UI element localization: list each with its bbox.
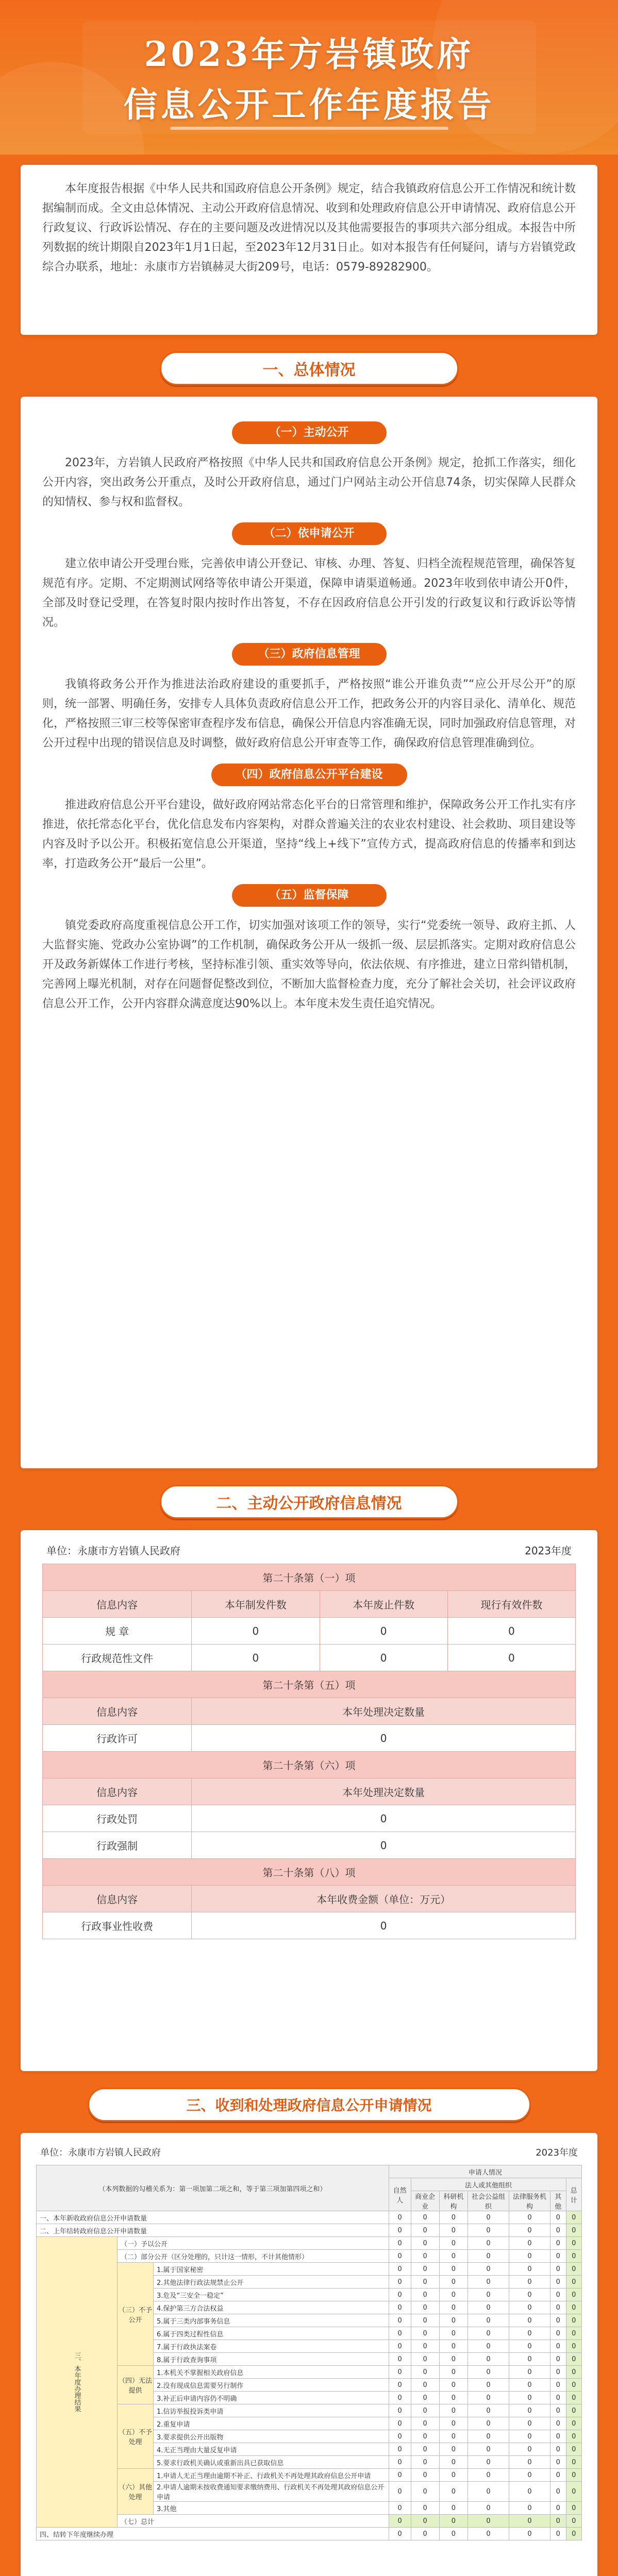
column-header: 本年收费金额（单位：万元） xyxy=(192,1886,576,1912)
table-cell: 0 xyxy=(550,2250,566,2263)
table-cell: 0 xyxy=(439,2417,467,2430)
table-cell: 0 xyxy=(467,2443,509,2456)
table-cell: 0 xyxy=(550,2404,566,2417)
table-cell: 0 xyxy=(439,2289,467,2301)
table-cell: 0 xyxy=(439,2469,467,2482)
table-cell: 0 xyxy=(439,2340,467,2353)
unit-label: 单位：永康市方岩镇人民政府 xyxy=(40,2147,161,2158)
table-cell: 0 xyxy=(566,2211,581,2224)
table-cell: 0 xyxy=(566,2392,581,2404)
application-table xyxy=(36,2165,582,2540)
table-cell: 0 xyxy=(467,2515,509,2528)
table-cell: 0 xyxy=(192,1805,576,1832)
table-row xyxy=(37,2404,582,2417)
table-cell: 0 xyxy=(439,2237,467,2250)
intro-panel xyxy=(21,165,597,335)
table-cell: 0 xyxy=(389,2456,411,2469)
info-management-text: 我镇将政务公开作为推进法治政府建设的重要抓手，严格按照“谁公开谁负责”“应公开尽公开”的原则，统一部署、明确任务，安排专人具体负责政府信息公开工作，把政务公开的内容目录化、清单化、规范化，严格按照三审三校等保密审查程序发布信息，确保公开信息内容准确无误，同时加强政府信息管理，对公开过程中出现的错误信息及时调整，做好政府信息公开审查等工作，确保政府信息管理准确到位。 xyxy=(42,678,576,750)
table-cell: 0 xyxy=(467,2211,509,2224)
section3-title: 三、收到和处理政府信息公开申请情况 xyxy=(88,2088,531,2122)
table-corner-note: （本列数据的勾稽关系为：第一项加第二项之和，等于第三项加第四项之和） xyxy=(37,2165,389,2211)
table-cell: 0 xyxy=(509,2443,550,2456)
table-cell: 0 xyxy=(550,2276,566,2289)
table-row xyxy=(37,2515,582,2528)
table-cell: 0 xyxy=(411,2211,439,2224)
table-cell: 0 xyxy=(550,2289,566,2301)
table-row xyxy=(37,2237,582,2250)
table-cell: 0 xyxy=(439,2404,467,2417)
table-cell: 0 xyxy=(447,1618,575,1645)
table-cell: 0 xyxy=(467,2314,509,2327)
row-label: （二）部分公开（区分处理的，只计这一情形，不计其他情形） xyxy=(118,2250,389,2263)
table-cell: 0 xyxy=(411,2443,439,2456)
row-subgroup-label: （四）无法提供 xyxy=(118,2366,154,2404)
table-cell: 0 xyxy=(411,2340,439,2353)
row-label: 1.属于国家秘密 xyxy=(154,2263,389,2276)
table-cell: 0 xyxy=(566,2417,581,2430)
table-cell: 0 xyxy=(550,2340,566,2353)
platform-text: 推进政府信息公开平台建设，做好政府网站常态化平台的日常管理和维护，保障政务公开工作扎实有序推进，依托常态化平台，优化信息发布内容架构，对群众普遍关注的农业农村建设、社会救助、项目建设等内容及时予以公开。积极拓宽信息公开渠道，坚持“线上+线下”宣传方式，提高政府信息的传播率和到达率，打造政务公开“最后一公里”。 xyxy=(42,799,576,870)
table-cell: 0 xyxy=(389,2417,411,2430)
row-subgroup-label: （五）不予处理 xyxy=(118,2404,154,2469)
row-label: 3.其他 xyxy=(154,2502,389,2515)
subheading-active-disclosure: （一）主动公开 xyxy=(232,421,387,444)
row-label: （一）予以公开 xyxy=(118,2237,389,2250)
row-label: 行政处罚 xyxy=(43,1805,192,1832)
table-cell: 0 xyxy=(509,2469,550,2482)
subheading-info-management: （三）政府信息管理 xyxy=(232,643,387,666)
table-cell: 0 xyxy=(509,2340,550,2353)
table-cell: 0 xyxy=(439,2430,467,2443)
table-cell: 0 xyxy=(566,2482,581,2502)
table-cell: 0 xyxy=(550,2515,566,2528)
row-label: 8.属于行政查询事项 xyxy=(154,2353,389,2366)
table-cell: 0 xyxy=(439,2301,467,2314)
table-cell: 0 xyxy=(566,2301,581,2314)
report-title-line1: 2023年方岩镇政府 xyxy=(144,34,474,74)
column-header: 本年废止件数 xyxy=(320,1591,447,1618)
table-cell: 0 xyxy=(411,2289,439,2301)
column-header: 商业企业 xyxy=(411,2191,439,2211)
table-cell: 0 xyxy=(467,2353,509,2366)
table-cell: 0 xyxy=(467,2404,509,2417)
table-cell: 0 xyxy=(411,2237,439,2250)
table-meta xyxy=(36,2145,582,2165)
table-cell: 0 xyxy=(411,2379,439,2392)
table-cell: 0 xyxy=(509,2263,550,2276)
row-label: 一、本年新收政府信息公开申请数量 xyxy=(37,2211,389,2224)
table-cell: 0 xyxy=(550,2301,566,2314)
table-cell: 0 xyxy=(467,2263,509,2276)
table-cell: 0 xyxy=(389,2340,411,2353)
table-cell: 0 xyxy=(389,2289,411,2301)
table-cell: 0 xyxy=(389,2482,411,2502)
table-cell: 0 xyxy=(550,2379,566,2392)
table-cell: 0 xyxy=(467,2301,509,2314)
table-cell: 0 xyxy=(411,2469,439,2482)
table-cell: 0 xyxy=(550,2224,566,2237)
table-cell: 0 xyxy=(566,2456,581,2469)
table-cell: 0 xyxy=(389,2528,411,2540)
table-cell: 0 xyxy=(509,2289,550,2301)
year-label: 2023年度 xyxy=(536,2147,578,2158)
table-cell: 0 xyxy=(411,2502,439,2515)
table-cell: 0 xyxy=(439,2528,467,2540)
table-cell: 0 xyxy=(550,2456,566,2469)
column-header: 法人或其他组织 xyxy=(411,2178,566,2191)
table-cell: 0 xyxy=(566,2404,581,2417)
table-cell: 0 xyxy=(439,2443,467,2456)
table-cell: 0 xyxy=(439,2353,467,2366)
table-cell: 0 xyxy=(509,2314,550,2327)
table-cell: 0 xyxy=(439,2456,467,2469)
table-cell: 0 xyxy=(509,2482,550,2502)
table-cell: 0 xyxy=(467,2327,509,2340)
table-cell: 0 xyxy=(467,2469,509,2482)
row-label: 行政强制 xyxy=(43,1832,192,1859)
column-header: 信息内容 xyxy=(43,1591,192,1618)
table-cell: 0 xyxy=(389,2379,411,2392)
table-cell: 0 xyxy=(411,2417,439,2430)
table-cell: 0 xyxy=(389,2224,411,2237)
table-cell: 0 xyxy=(550,2366,566,2379)
table-cell: 0 xyxy=(509,2301,550,2314)
table-cell: 0 xyxy=(389,2327,411,2340)
table-cell: 0 xyxy=(566,2314,581,2327)
report-title-line2: 信息公开工作年度报告 xyxy=(123,84,495,125)
table-cell: 0 xyxy=(411,2250,439,2263)
table-section-header: 第二十条第（六）项 xyxy=(43,1752,576,1778)
row-label: 7.属于行政执法案卷 xyxy=(154,2340,389,2353)
column-header: 本年处理决定数量 xyxy=(192,1778,576,1805)
table-cell: 0 xyxy=(509,2379,550,2392)
table-cell: 0 xyxy=(550,2327,566,2340)
table-cell: 0 xyxy=(509,2224,550,2237)
unit-label: 单位：永康市方岩镇人民政府 xyxy=(46,1545,180,1557)
table-cell: 0 xyxy=(192,1912,576,1939)
table-cell: 0 xyxy=(467,2289,509,2301)
section1-panel xyxy=(21,397,597,1468)
table-meta xyxy=(42,1543,576,1564)
row-label: 规 章 xyxy=(43,1618,192,1645)
intro-text: 本年度报告根据《中华人民共和国政府信息公开条例》规定，结合我镇政府信息公开工作情况和统计数据编制而成。全文由总体情况、主动公开政府信息情况、收到和处理政府信息公开申请情况、政府信息公开行政复议、行政诉讼情况、存在的主要问题及改进情况以及其他需要报告的事项共六部分组成。本报告中所列数据的统计期限自2023年1月1日起，至2023年12月31日止。如对本报告有任何疑问，请与方岩镇党政综合办联系，地址：永康市方岩镇赫灵大街209号，电话：0579-89282900。 xyxy=(42,182,576,274)
table-cell: 0 xyxy=(550,2211,566,2224)
table-cell: 0 xyxy=(550,2392,566,2404)
table-cell: 0 xyxy=(566,2443,581,2456)
table-cell: 0 xyxy=(411,2456,439,2469)
table-cell: 0 xyxy=(509,2211,550,2224)
table-cell: 0 xyxy=(192,1645,320,1671)
table-cell: 0 xyxy=(389,2430,411,2443)
table-cell: 0 xyxy=(389,2211,411,2224)
section3-banner xyxy=(0,2082,618,2127)
table-cell: 0 xyxy=(566,2327,581,2340)
row-label: 1.申请人无正当理由逾期不补正、行政机关不再处理其政府信息公开申请 xyxy=(154,2469,389,2482)
table-cell: 0 xyxy=(320,1618,447,1645)
row-label: 2.没有现成信息需要另行制作 xyxy=(154,2379,389,2392)
section3-panel xyxy=(21,2133,597,2576)
on-request-text: 建立依申请公开受理台账，完善依申请公开登记、审核、办理、答复、归档全流程规范管理，确保答复规范有序。定期、不定期测试网络等依申请公开渠道，保障申请渠道畅通。2023年收到依申请公开0件，全部及时登记受理，在答复时限内按时作出答复，不存在因政府信息公开引发的行政复议和行政诉讼等情况。 xyxy=(42,557,576,629)
table-cell: 0 xyxy=(509,2276,550,2289)
section1-title: 一、总体情况 xyxy=(160,351,459,385)
subheading-platform: （四）政府信息公开平台建设 xyxy=(211,764,407,786)
table-cell: 0 xyxy=(411,2301,439,2314)
table-cell: 0 xyxy=(389,2237,411,2250)
column-header: 信息内容 xyxy=(43,1778,192,1805)
table-cell: 0 xyxy=(411,2263,439,2276)
table-row xyxy=(37,2366,582,2379)
table-cell: 0 xyxy=(439,2502,467,2515)
row-label: 3.补正后申请内容仍不明确 xyxy=(154,2392,389,2404)
table-cell: 0 xyxy=(411,2515,439,2528)
table-cell: 0 xyxy=(550,2528,566,2540)
table-section-header: 第二十条第（八）项 xyxy=(43,1859,576,1886)
table-cell: 0 xyxy=(389,2443,411,2456)
table-cell: 0 xyxy=(566,2366,581,2379)
table-cell: 0 xyxy=(447,1645,575,1671)
row-label: 2.重复申请 xyxy=(154,2417,389,2430)
row-label: 2.其他法律行政法规禁止公开 xyxy=(154,2276,389,2289)
table-cell: 0 xyxy=(439,2327,467,2340)
row-label: （七）总计 xyxy=(118,2515,389,2528)
table-cell: 0 xyxy=(467,2430,509,2443)
table-cell: 0 xyxy=(509,2515,550,2528)
row-group-label: 三、本年度办理结果 xyxy=(37,2237,118,2528)
table-cell: 0 xyxy=(389,2515,411,2528)
table-cell: 0 xyxy=(389,2276,411,2289)
table-cell: 0 xyxy=(550,2482,566,2502)
table-cell: 0 xyxy=(509,2237,550,2250)
table-cell: 0 xyxy=(411,2366,439,2379)
report-header xyxy=(0,0,618,155)
table-cell: 0 xyxy=(467,2379,509,2392)
row-label: 5.属于三类内部事务信息 xyxy=(154,2314,389,2327)
active-disclosure-table xyxy=(42,1564,576,1939)
column-header: 自然人 xyxy=(389,2178,411,2211)
table-cell: 0 xyxy=(550,2263,566,2276)
table-cell: 0 xyxy=(509,2430,550,2443)
table-cell: 0 xyxy=(439,2263,467,2276)
table-cell: 0 xyxy=(389,2314,411,2327)
table-cell: 0 xyxy=(550,2314,566,2327)
table-cell: 0 xyxy=(550,2443,566,2456)
table-cell: 0 xyxy=(566,2502,581,2515)
row-label: 5.要求行政机关确认或重新出具已获取信息 xyxy=(154,2456,389,2469)
column-header: 社会公益组织 xyxy=(467,2191,509,2211)
column-header: 现行有效件数 xyxy=(447,1591,575,1618)
row-label: 四、结转下年度继续办理 xyxy=(37,2528,389,2540)
table-cell: 0 xyxy=(550,2353,566,2366)
table-cell: 0 xyxy=(411,2528,439,2540)
row-subgroup-label: （六）其他处理 xyxy=(118,2469,154,2515)
table-cell: 0 xyxy=(439,2392,467,2404)
table-section-header: 第二十条第（五）项 xyxy=(43,1671,576,1698)
table-cell: 0 xyxy=(566,2276,581,2289)
table-cell: 0 xyxy=(509,2353,550,2366)
table-cell: 0 xyxy=(411,2327,439,2340)
table-row xyxy=(37,2224,582,2237)
table-cell: 0 xyxy=(509,2327,550,2340)
table-cell: 0 xyxy=(411,2353,439,2366)
row-label: 二、上年结转政府信息公开申请数量 xyxy=(37,2224,389,2237)
section2-panel xyxy=(21,1530,597,2071)
table-cell: 0 xyxy=(192,1618,320,1645)
table-cell: 0 xyxy=(566,2528,581,2540)
table-cell: 0 xyxy=(467,2502,509,2515)
table-cell: 0 xyxy=(566,2353,581,2366)
table-cell: 0 xyxy=(509,2528,550,2540)
table-row xyxy=(37,2211,582,2224)
table-cell: 0 xyxy=(389,2392,411,2404)
column-header: 其他 xyxy=(550,2191,566,2211)
table-cell: 0 xyxy=(439,2366,467,2379)
table-cell: 0 xyxy=(192,1725,576,1752)
table-cell: 0 xyxy=(411,2392,439,2404)
column-header: 本年处理决定数量 xyxy=(192,1698,576,1725)
table-cell: 0 xyxy=(509,2366,550,2379)
subheading-supervision: （五）监督保障 xyxy=(232,884,387,907)
row-label: 行政规范性文件 xyxy=(43,1645,192,1671)
table-cell: 0 xyxy=(509,2250,550,2263)
table-cell: 0 xyxy=(550,2237,566,2250)
table-section-header: 第二十条第（一）项 xyxy=(43,1564,576,1591)
table-row xyxy=(37,2528,582,2540)
subheading-on-request: （二）依申请公开 xyxy=(232,522,387,545)
table-cell: 0 xyxy=(411,2430,439,2443)
row-label: 4.保护第三方合法权益 xyxy=(154,2301,389,2314)
table-cell: 0 xyxy=(509,2456,550,2469)
table-cell: 0 xyxy=(411,2482,439,2502)
table-cell: 0 xyxy=(566,2237,581,2250)
title-underline xyxy=(170,127,448,130)
table-cell: 0 xyxy=(389,2301,411,2314)
row-label: 行政许可 xyxy=(43,1725,192,1752)
table-cell: 0 xyxy=(439,2211,467,2224)
table-cell: 0 xyxy=(566,2224,581,2237)
table-cell: 0 xyxy=(389,2366,411,2379)
table-cell: 0 xyxy=(467,2366,509,2379)
table-cell: 0 xyxy=(550,2430,566,2443)
table-cell: 0 xyxy=(467,2417,509,2430)
table-cell: 0 xyxy=(467,2392,509,2404)
table-cell: 0 xyxy=(550,2417,566,2430)
table-cell: 0 xyxy=(389,2353,411,2366)
table-cell: 0 xyxy=(411,2404,439,2417)
table-cell: 0 xyxy=(439,2250,467,2263)
table-cell: 0 xyxy=(509,2502,550,2515)
table-cell: 0 xyxy=(439,2276,467,2289)
table-cell: 0 xyxy=(389,2502,411,2515)
table-cell: 0 xyxy=(467,2340,509,2353)
table-cell: 0 xyxy=(467,2456,509,2469)
table-row xyxy=(37,2250,582,2263)
table-cell: 0 xyxy=(389,2469,411,2482)
table-cell: 0 xyxy=(566,2340,581,2353)
year-label: 2023年度 xyxy=(525,1545,572,1557)
row-label: 4.无正当理由大量反复申请 xyxy=(154,2443,389,2456)
table-cell: 0 xyxy=(439,2314,467,2327)
column-header: 信息内容 xyxy=(43,1886,192,1912)
active-disclosure-text: 2023年，方岩镇人民政府严格按照《中华人民共和国政府信息公开条例》规定，抢抓工作落实，细化公开内容，突出政务公开重点，及时公开政府信息，通过门户网站主动公开信息74条，切实保障人民群众的知情权、参与权和监督权。 xyxy=(42,456,576,509)
table-cell: 0 xyxy=(467,2276,509,2289)
column-header: 本年制发件数 xyxy=(192,1591,320,1618)
table-cell: 0 xyxy=(389,2250,411,2263)
table-cell: 0 xyxy=(439,2482,467,2502)
table-cell: 0 xyxy=(389,2263,411,2276)
row-label: 行政事业性收费 xyxy=(43,1912,192,1939)
column-header: 总计 xyxy=(566,2178,581,2211)
table-cell: 0 xyxy=(566,2515,581,2528)
table-cell: 0 xyxy=(320,1645,447,1671)
table-cell: 0 xyxy=(411,2276,439,2289)
column-header: 法律服务机构 xyxy=(509,2191,550,2211)
table-row xyxy=(37,2469,582,2482)
table-cell: 0 xyxy=(509,2404,550,2417)
column-header: 申请人情况 xyxy=(389,2165,581,2178)
table-cell: 0 xyxy=(550,2502,566,2515)
table-cell: 0 xyxy=(566,2250,581,2263)
row-label: 3.危及“三安全一稳定” xyxy=(154,2289,389,2301)
table-cell: 0 xyxy=(550,2469,566,2482)
table-cell: 0 xyxy=(467,2250,509,2263)
row-label: 6.属于四类过程性信息 xyxy=(154,2327,389,2340)
table-cell: 0 xyxy=(389,2404,411,2417)
table-cell: 0 xyxy=(467,2224,509,2237)
row-label: 1.本机关不掌握相关政府信息 xyxy=(154,2366,389,2379)
table-cell: 0 xyxy=(566,2263,581,2276)
row-subgroup-label: （三）不予公开 xyxy=(118,2263,154,2366)
section2-banner xyxy=(0,1480,618,1524)
supervision-text: 镇党委政府高度重视信息公开工作，切实加强对该项工作的领导，实行“党委统一领导、政府主抓、人大监督实施、党政办公室协调”的工作机制，确保政务公开从一级抓一级、层层抓落实。定期对政府信息公开及政务新媒体工作进行考核，坚持标准引领、重实效等导向，依法依规、有序推进，建立日常纠错机制，完善网上曝光机制，对存在问题督促整改到位，不断加大监督检查力度，充分了解社会关切，社会评议政府信息公开工作，公开内容群众满意度达90%以上。本年度未发生责任追究情况。 xyxy=(42,919,576,1010)
table-cell: 0 xyxy=(566,2289,581,2301)
table-cell: 0 xyxy=(192,1832,576,1859)
row-label: 1.信访举报投诉类申请 xyxy=(154,2404,389,2417)
table-cell: 0 xyxy=(509,2417,550,2430)
table-cell: 0 xyxy=(467,2237,509,2250)
table-cell: 0 xyxy=(439,2224,467,2237)
table-cell: 0 xyxy=(411,2314,439,2327)
column-header: 科研机构 xyxy=(439,2191,467,2211)
section1-banner xyxy=(0,346,618,391)
table-cell: 0 xyxy=(509,2392,550,2404)
table-cell: 0 xyxy=(411,2224,439,2237)
table-cell: 0 xyxy=(439,2515,467,2528)
row-label: 2.申请人逾期未按收费通知要求缴纳费用、行政机关不再处理其政府信息公开申请 xyxy=(154,2482,389,2502)
table-cell: 0 xyxy=(566,2430,581,2443)
table-row xyxy=(37,2263,582,2276)
table-cell: 0 xyxy=(566,2379,581,2392)
section2-title: 二、主动公开政府信息情况 xyxy=(160,1485,459,1519)
table-cell: 0 xyxy=(566,2469,581,2482)
row-label: 3.要求提供公开出版物 xyxy=(154,2430,389,2443)
table-cell: 0 xyxy=(439,2379,467,2392)
table-cell: 0 xyxy=(467,2482,509,2502)
column-header: 信息内容 xyxy=(43,1698,192,1725)
table-cell: 0 xyxy=(467,2528,509,2540)
